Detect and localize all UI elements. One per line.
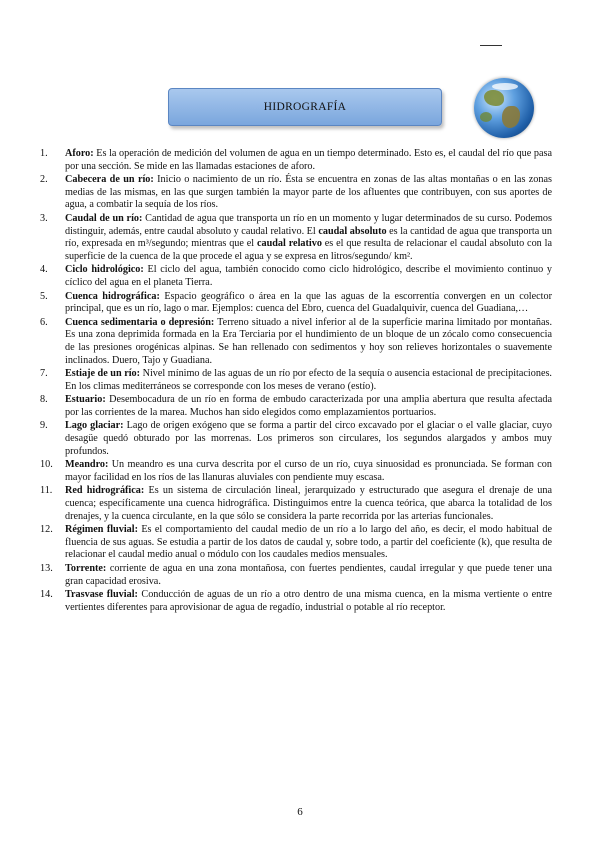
term: Estuario:	[65, 394, 106, 406]
term: Torrente:	[65, 563, 107, 574]
term: Cuenca sedimentaria o depresión:	[65, 316, 215, 328]
term: Ciclo hidrológico:	[65, 264, 144, 276]
term: Trasvase fluvial:	[65, 589, 138, 601]
term: Estiaje de un río:	[65, 368, 141, 380]
list-item: 4. Ciclo hidrológico: El ciclo del agua, también conocido como ciclo hidrológico, describe el movimiento continuo y cíclico del agua en el planeta Tierra.	[40, 264, 552, 288]
list-item: 7. Estiaje de un río: Nivel mínimo de las aguas de un río por efecto de la sequía o ausencia estacional de precipitaciones. En los climas mediterráneos se corresponde con los meses de verano (estío).	[40, 368, 552, 392]
term: Régimen fluvial:	[65, 524, 138, 536]
globe-icon	[474, 78, 534, 138]
term: Cuenca hidrográfica:	[65, 290, 160, 302]
list-item: 12. Régimen fluvial: Es el comportamiento del caudal medio de un río a lo largo del año, es decir, el modo habitual de fluencia de sus aguas. Se estudia a partir de los datos de caudal y, sobre todo, a partir del coeficiente (k), que resulta de relacionar el caudal medio anual o módulo con los caudales medios mensuales.	[40, 524, 552, 561]
list-item: 6. Cuenca sedimentaria o depresión: Terreno situado a nivel inferior al de la superficie marina limitado por montañas. Es una zona deprimida formada en la Era Terciaria por el hundimiento de un bloque de un zócalo como consecuencia de las presiones orogénicas alpinas. Se han rellenado con sedimentos y hoy son relieves horizontales o suavemente inclinados. Duero, Tajo y Guadiana.	[40, 316, 552, 366]
list-item: 1. Aforo: Es la operación de medición del volumen de agua en un tiempo determinado. Esto es, el caudal del río que pasa por una sección. Se mide en las llamadas estaciones de aforo.	[40, 148, 552, 172]
page-title-banner	[168, 88, 442, 126]
term: Lago glaciar:	[65, 420, 124, 432]
list-item: 2. Cabecera de un río: Inicio o nacimiento de un río. Ésta se encuentra en zonas de las altas montañas o en las zonas medias de las mismas, en las que surgen también la mayor parte de los afluentes que contribuyen, con sus aportes de agua, a combatir la sequía de los ríos.	[40, 174, 552, 211]
term: Meandro:	[65, 459, 109, 471]
list-item: 13. Torrente: corriente de agua en una zona montañosa, con fuertes pendientes, caudal irregular y que puede tener una gran capacidad erosiva.	[40, 563, 552, 587]
page-number: 6	[297, 806, 303, 818]
list-item: 8. Estuario: Desembocadura de un río en forma de embudo caracterizada por una amplia abertura que resulta afectada por las corrientes de la marea. Muchos han sido elegidos como emplazamientos portuarios.	[40, 394, 552, 418]
list-item: 9. Lago glaciar: Lago de origen exógeno que se forma a partir del circo excavado por el glaciar o el valle glaciar, cuyo desagüe quedó obturado por las morrenas. Los primeros son circulares, los segundos alargados y ambos muy profundos.	[40, 420, 552, 457]
term: Caudal de un río:	[65, 212, 143, 224]
list-item: 11. Red hidrográfica: Es un sistema de circulación lineal, jerarquizado y estructurado que asegura el drenaje de una cuenca; específicamente una cuenca hidrográfica. Distinguimos entre la cuenca teórica, que abarca la totalidad de los drenajes, y la cuenca circulante, en la que sólo se considera la parte recorrida por las arterias funcionales.	[40, 485, 552, 522]
list-item: 10. Meandro: Un meandro es una curva descrita por el curso de un río, cuya sinuosidad es pronunciada. Se forman con mayor facilidad en los ríos de las llanuras aluviales con pendiente muy escasa.	[40, 459, 552, 483]
list-item: 5. Cuenca hidrográfica: Espacio geográfico o área en la que las aguas de la escorrentía convergen en un colector principal, que es un río, lago o mar. Ejemplos: cuenca del Ebro, cuenca del Guadalquivir, cuenca del Guadiana,…	[40, 290, 552, 315]
list-item: 3. Caudal de un río: Cantidad de agua que transporta un río en un momento y lugar determinados de su curso. Podemos distinguir, además, entre caudal absoluto y caudal relativo. El caudal absoluto es la cantidad de agua que transporta un río, expresada en m³/segundo; mientras que el caudal relativo es el que resulta de relacionar el caudal absoluto con la superficie de la cuenca de la que procede el agua y se expresa en litros/segundo/ km².	[40, 212, 552, 262]
term: Aforo:	[65, 148, 94, 159]
list-item: 14. Trasvase fluvial: Conducción de aguas de un río a otro dentro de una misma cuenca, en la misma vertiente o entre vertientes diferentes para aprovisionar de agua de regadío, industrial o potable al río receptor.	[40, 589, 553, 613]
page-title: HIDROGRAFÍA	[263, 101, 347, 113]
term: Red hidrográfica:	[65, 485, 145, 497]
definition-list	[40, 148, 552, 615]
header-rule	[480, 45, 502, 46]
term: Cabecera de un río:	[65, 174, 154, 186]
